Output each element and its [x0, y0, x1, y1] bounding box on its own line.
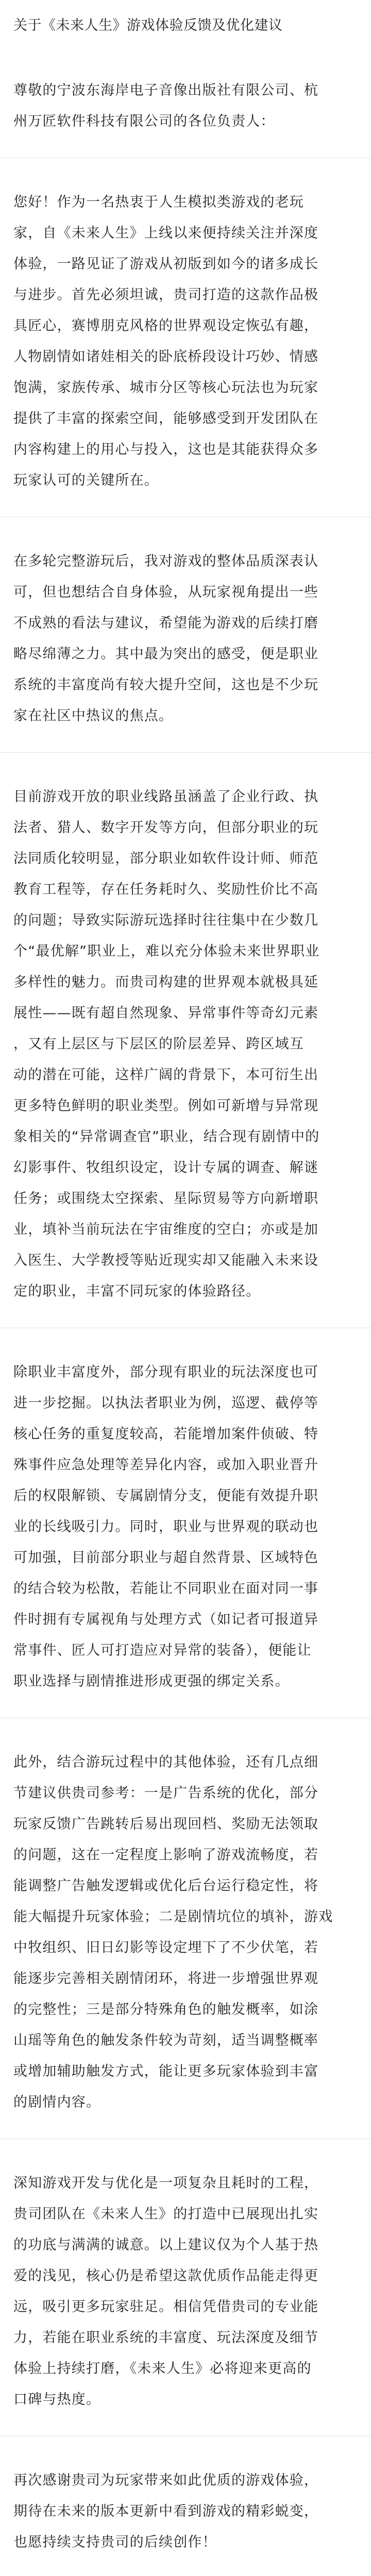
thanks-paragraph: 再次感谢贵司为玩家带来如此优质的游戏体验， 期待在未来的版本更新中看到游戏的精彩蜕变， 也愿持续支持贵司的后续创作！	[13, 2472, 319, 2550]
document-title: 关于《未来人生》游戏体验反馈及优化建议	[13, 18, 283, 33]
career-depth-paragraph: 除职业丰富度外，部分现有职业的玩法深度也可 进一步挖掘。以执法者职业为例，巡逻、截停等 核心任务的重复度较高，若能增加案件侦破、特 殊事件应急处理等差异化内容，或加入职业晋升 后的权限解锁、专属剧情分支，便能有效提升职 业的长线吸引力。同时，职业与世界观的联动也 可加强，目前部分职业与超自然背景、区域特色 的结合较为松散，若能让不同职业在面对同一事 件时拥有专属视角与处理方式（如记者可报道异 常事件、匠人可打造应对异常的装备），便能让 职业选择与剧情推进形成更强的绑定关系。	[13, 1364, 319, 1689]
paragraph-divider	[0, 752, 371, 753]
career-variety-paragraph: 目前游戏开放的职业线路虽涵盖了企业行政、执 法者、猎人、数字开发等方向，但部分职业的玩 法同质化较明显，部分职业如软件设计师、师范 教育工程等，存在任务耗时久、奖励性价比不高 的问题；导致实际游玩选择时往往集中在少数几 个“最优解”职业上，难以充分体验未来世界职业 多样性的魅力。而贵司构建的世界观本就极具延 展性——既有超自然现象、异常事件等奇幻元素 ，又有上层区与下层区的阶层差异、跨区域互 动的潜在可能，这样广阔的背景下，本可衍生出 更多特色鲜明的职业类型。例如可新增与异常现 象相关的“异常调查官”职业，结合现有剧情中的 幻影事件、牧组织设定，设计专属的调查、解谜 任务；或围绕太空探索、星际贸易等方向新增职 业，填补当前玩法在宇宙维度的空白；亦或是加 入医生、大学教授等贴近现实却又能融入未来设 定的职业，丰富不同玩家的体验路径。	[13, 789, 320, 1299]
greeting-paragraph: 您好！作为一名热衷于人生模拟类游戏的老玩 家，自《未来人生》上线以来便持续关注并深度 体验，一路见证了游戏从初版到如今的诸多成长 与进步。首先必须坦诚，贵司打造的这款作品极 具匠心，赛博朋克风格的世界观设定恢弘有趣， 人物剧情如诸娃相关的卧底桥段设计巧妙、情感 饱满，家族传承、城市分区等核心玩法也为玩家 提供了丰富的探索空间，能够感受到开发团队在 内容构建上的用心与投入，这也是其能获得众多 玩家认可的关键所在。	[13, 194, 319, 488]
salutation-paragraph: 尊敬的宁波东海岸电子音像出版社有限公司、杭 州万匠软件科技有限公司的各位负责人：	[13, 82, 319, 129]
overall-impression-paragraph: 在多轮完整游玩后，我对游戏的整体品质深表认 可，但也想结合自身体验，从玩家视角提出一些 不成熟的看法与建议，希望能为游戏的后续打磨 略尽绵薄之力。其中最为突出的感受，便是职业 系统的丰富度尚有较大提升空间，这也是不少玩 家在社区中热议的焦点。	[13, 553, 319, 724]
detail-suggestions-paragraph: 此外，结合游玩过程中的其他体验，还有几点细 节建议供贵司参考：一是广告系统的优化，部分 玩家反馈广告跳转后易出现回档、奖励无法领取 的问题，这在一定程度上影响了游戏流畅度，若 能调整广告触发逻辑或优化后台运行稳定性，将 能大幅提升玩家体验；二是剧情坑位的填补，游戏 中牧组织、旧日幻影等设定埋下了不少伏笔，若 能逐步完善相关剧情闭环，将进一步增强世界观 的完整性；三是部分特殊角色的触发概率，如涂 山瑶等角色的触发条件较为苛刻，适当调整概率 或增加辅助触发方式，能让更多玩家体验到丰富 的剧情内容。	[13, 1754, 333, 2110]
conclusion-paragraph: 深知游戏开发与优化是一项复杂且耗时的工程， 贵司团队在《未来人生》的打造中已展现出扎实 的功底与满满的诚意。以上建议仅为个人基于热 爱的浅见，核心仍是希望这款优质作品能走得更 远，吸引更多玩家驻足。相信凭借贵司的专业能 力，若能在职业系统的丰富度、玩法深度及细节 体验上持续打磨，《未来人生》必将迎来更高的 口碑与热度。	[13, 2175, 319, 2408]
